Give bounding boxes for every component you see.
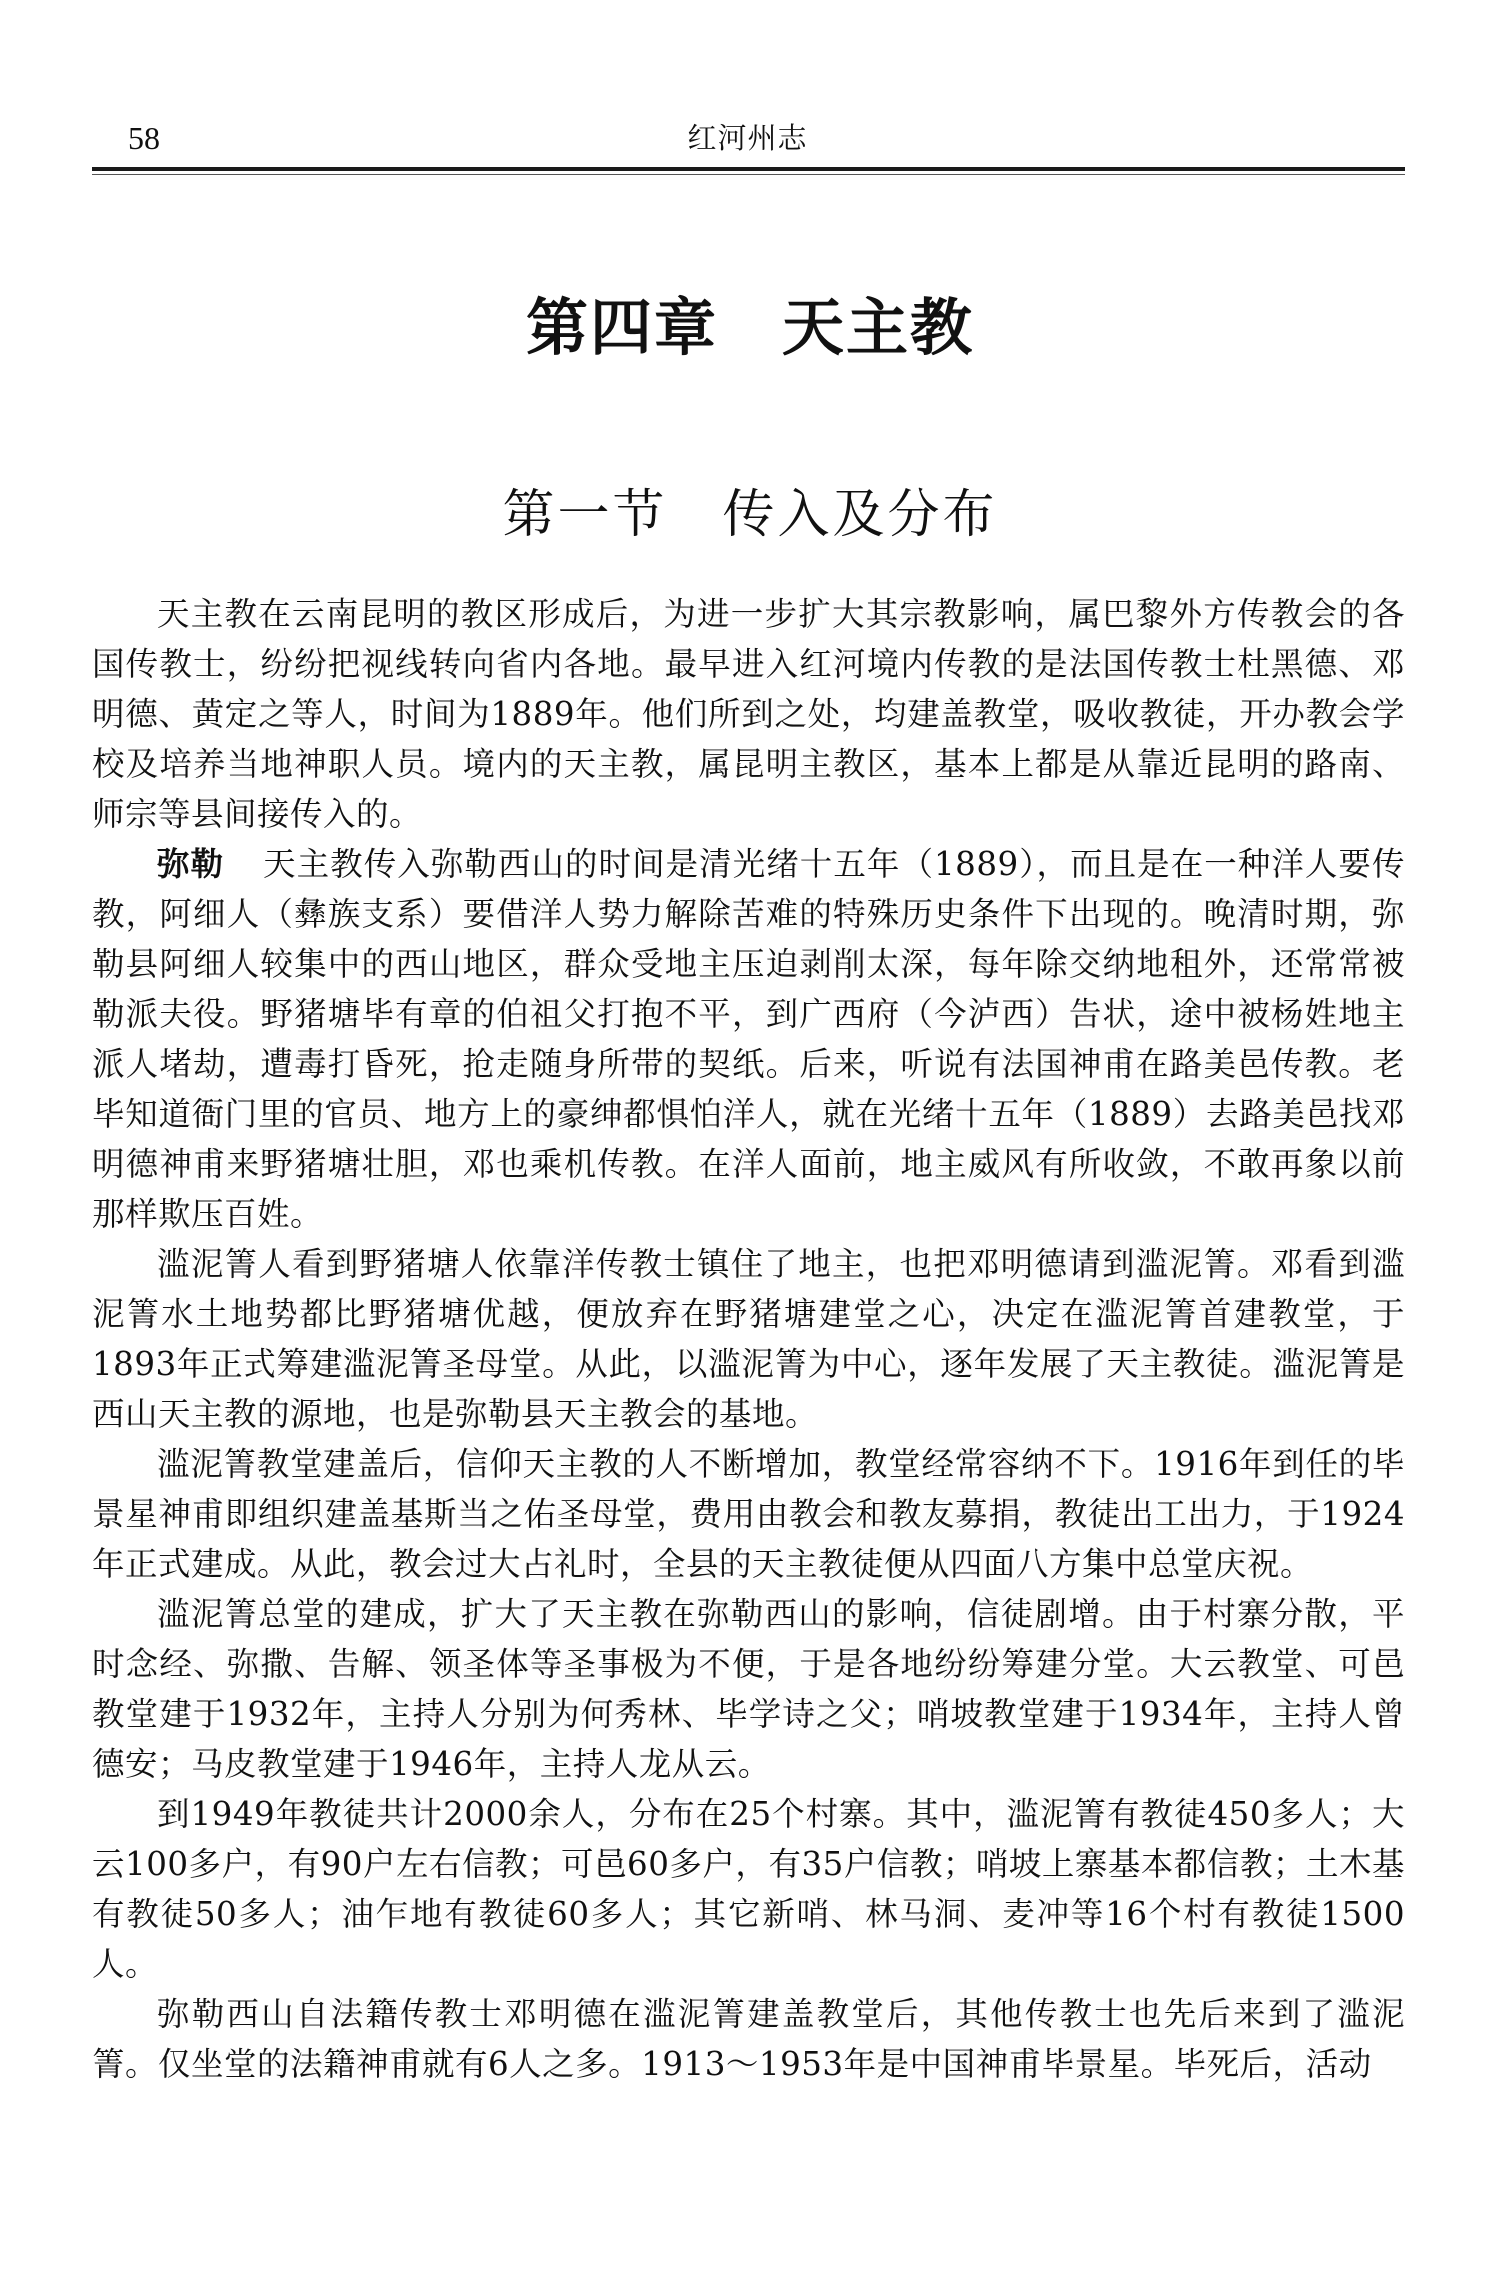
chapter-title: 第四章 天主教	[525, 291, 974, 364]
paragraph-text: 到1949年教徒共计2000余人，分布在25个村寨。其中，滥泥箐有教徒450多人；大云100多户，有90户左右信教；可邑60多户，有35户信教；哨坡上寨基本都信教；土木基有教徒50多人；油乍地有教徒60多人；其它新哨、林马洞、麦冲等16个村有教徒1500人。	[92, 1795, 1405, 1983]
paragraph	[92, 1239, 1405, 1439]
page-number: 58	[128, 120, 160, 156]
section-title: 第一节 传入及分布	[502, 485, 998, 545]
header-rule	[92, 167, 1405, 171]
paragraph-text: 滥泥箐教堂建盖后，信仰天主教的人不断增加，教堂经常容纳不下。1916年到任的毕景星神甫即组织建盖基斯当之佑圣母堂，费用由教会和教友募捐，教徒出工出力，于1924年正式建成。从此，教会过大占礼时，全县的天主教徒便从四面八方集中总堂庆祝。	[92, 1445, 1405, 1583]
paragraph	[92, 589, 1405, 839]
body-text	[92, 589, 1405, 2089]
paragraph	[92, 1989, 1405, 2089]
paragraph-text: 天主教传入弥勒西山的时间是清光绪十五年（1889），而且是在一种洋人要传教，阿细人（彝族支系）要借洋人势力解除苦难的特殊历史条件下出现的。晚清时期，弥勒县阿细人较集中的西山地区，群众受地主压迫剥削太深，每年除交纳地租外，还常常被勒派夫役。野猪塘毕有章的伯祖父打抱不平，到广西府（今泸西）告状，途中被杨姓地主派人堵劫，遭毒打昏死，抢走随身所带的契纸。后来，听说有法国神甫在路美邑传教。老毕知道衙门里的官员、地方上的豪绅都惧怕洋人，就在光绪十五年（1889）去路美邑找邓明德神甫来野猪塘壮胆，邓也乘机传教。在洋人面前，地主威风有所收敛，不敢再象以前那样欺压百姓。	[92, 845, 1405, 1233]
paragraph-text: 弥勒西山自法籍传教士邓明德在滥泥箐建盖教堂后，其他传教士也先后来到了滥泥箐。仅坐堂的法籍神甫就有6人之多。1913～1953年是中国神甫毕景星。毕死后，活动	[92, 1995, 1405, 2083]
paragraph	[92, 839, 1405, 1239]
running-header	[90, 118, 1405, 158]
paragraph-text: 滥泥箐总堂的建成，扩大了天主教在弥勒西山的影响，信徒剧增。由于村寨分散，平时念经、弥撒、告解、领圣体等圣事极为不便，于是各地纷纷筹建分堂。大云教堂、可邑教堂建于1932年，主持人分别为何秀林、毕学诗之父；哨坡教堂建于1934年，主持人曾德安；马皮教堂建于1946年，主持人龙从云。	[92, 1595, 1405, 1783]
paragraph	[92, 1789, 1405, 1989]
paragraph	[92, 1589, 1405, 1789]
header-rule-thin	[92, 174, 1405, 175]
paragraph-text: 滥泥箐人看到野猪塘人依靠洋传教士镇住了地主，也把邓明德请到滥泥箐。邓看到滥泥箐水土地势都比野猪塘优越，便放弃在野猪塘建堂之心，决定在滥泥箐首建教堂，于1893年正式筹建滥泥箐圣母堂。从此，以滥泥箐为中心，逐年发展了天主教徒。滥泥箐是西山天主教的源地，也是弥勒县天主教会的基地。	[92, 1245, 1405, 1433]
running-title: 红河州志	[687, 121, 808, 155]
paragraph-text: 天主教在云南昆明的教区形成后，为进一步扩大其宗教影响，属巴黎外方传教会的各国传教士，纷纷把视线转向省内各地。最早进入红河境内传教的是法国传教士杜黑德、邓明德、黄定之等人，时间为1889年。他们所到之处，均建盖教堂，吸收教徒，开办教会学校及培养当地神职人员。境内的天主教，属昆明主教区，基本上都是从靠近昆明的路南、师宗等县间接传入的。	[92, 595, 1405, 833]
paragraph-lead-term: 弥勒	[157, 845, 225, 883]
paragraph	[92, 1439, 1405, 1589]
